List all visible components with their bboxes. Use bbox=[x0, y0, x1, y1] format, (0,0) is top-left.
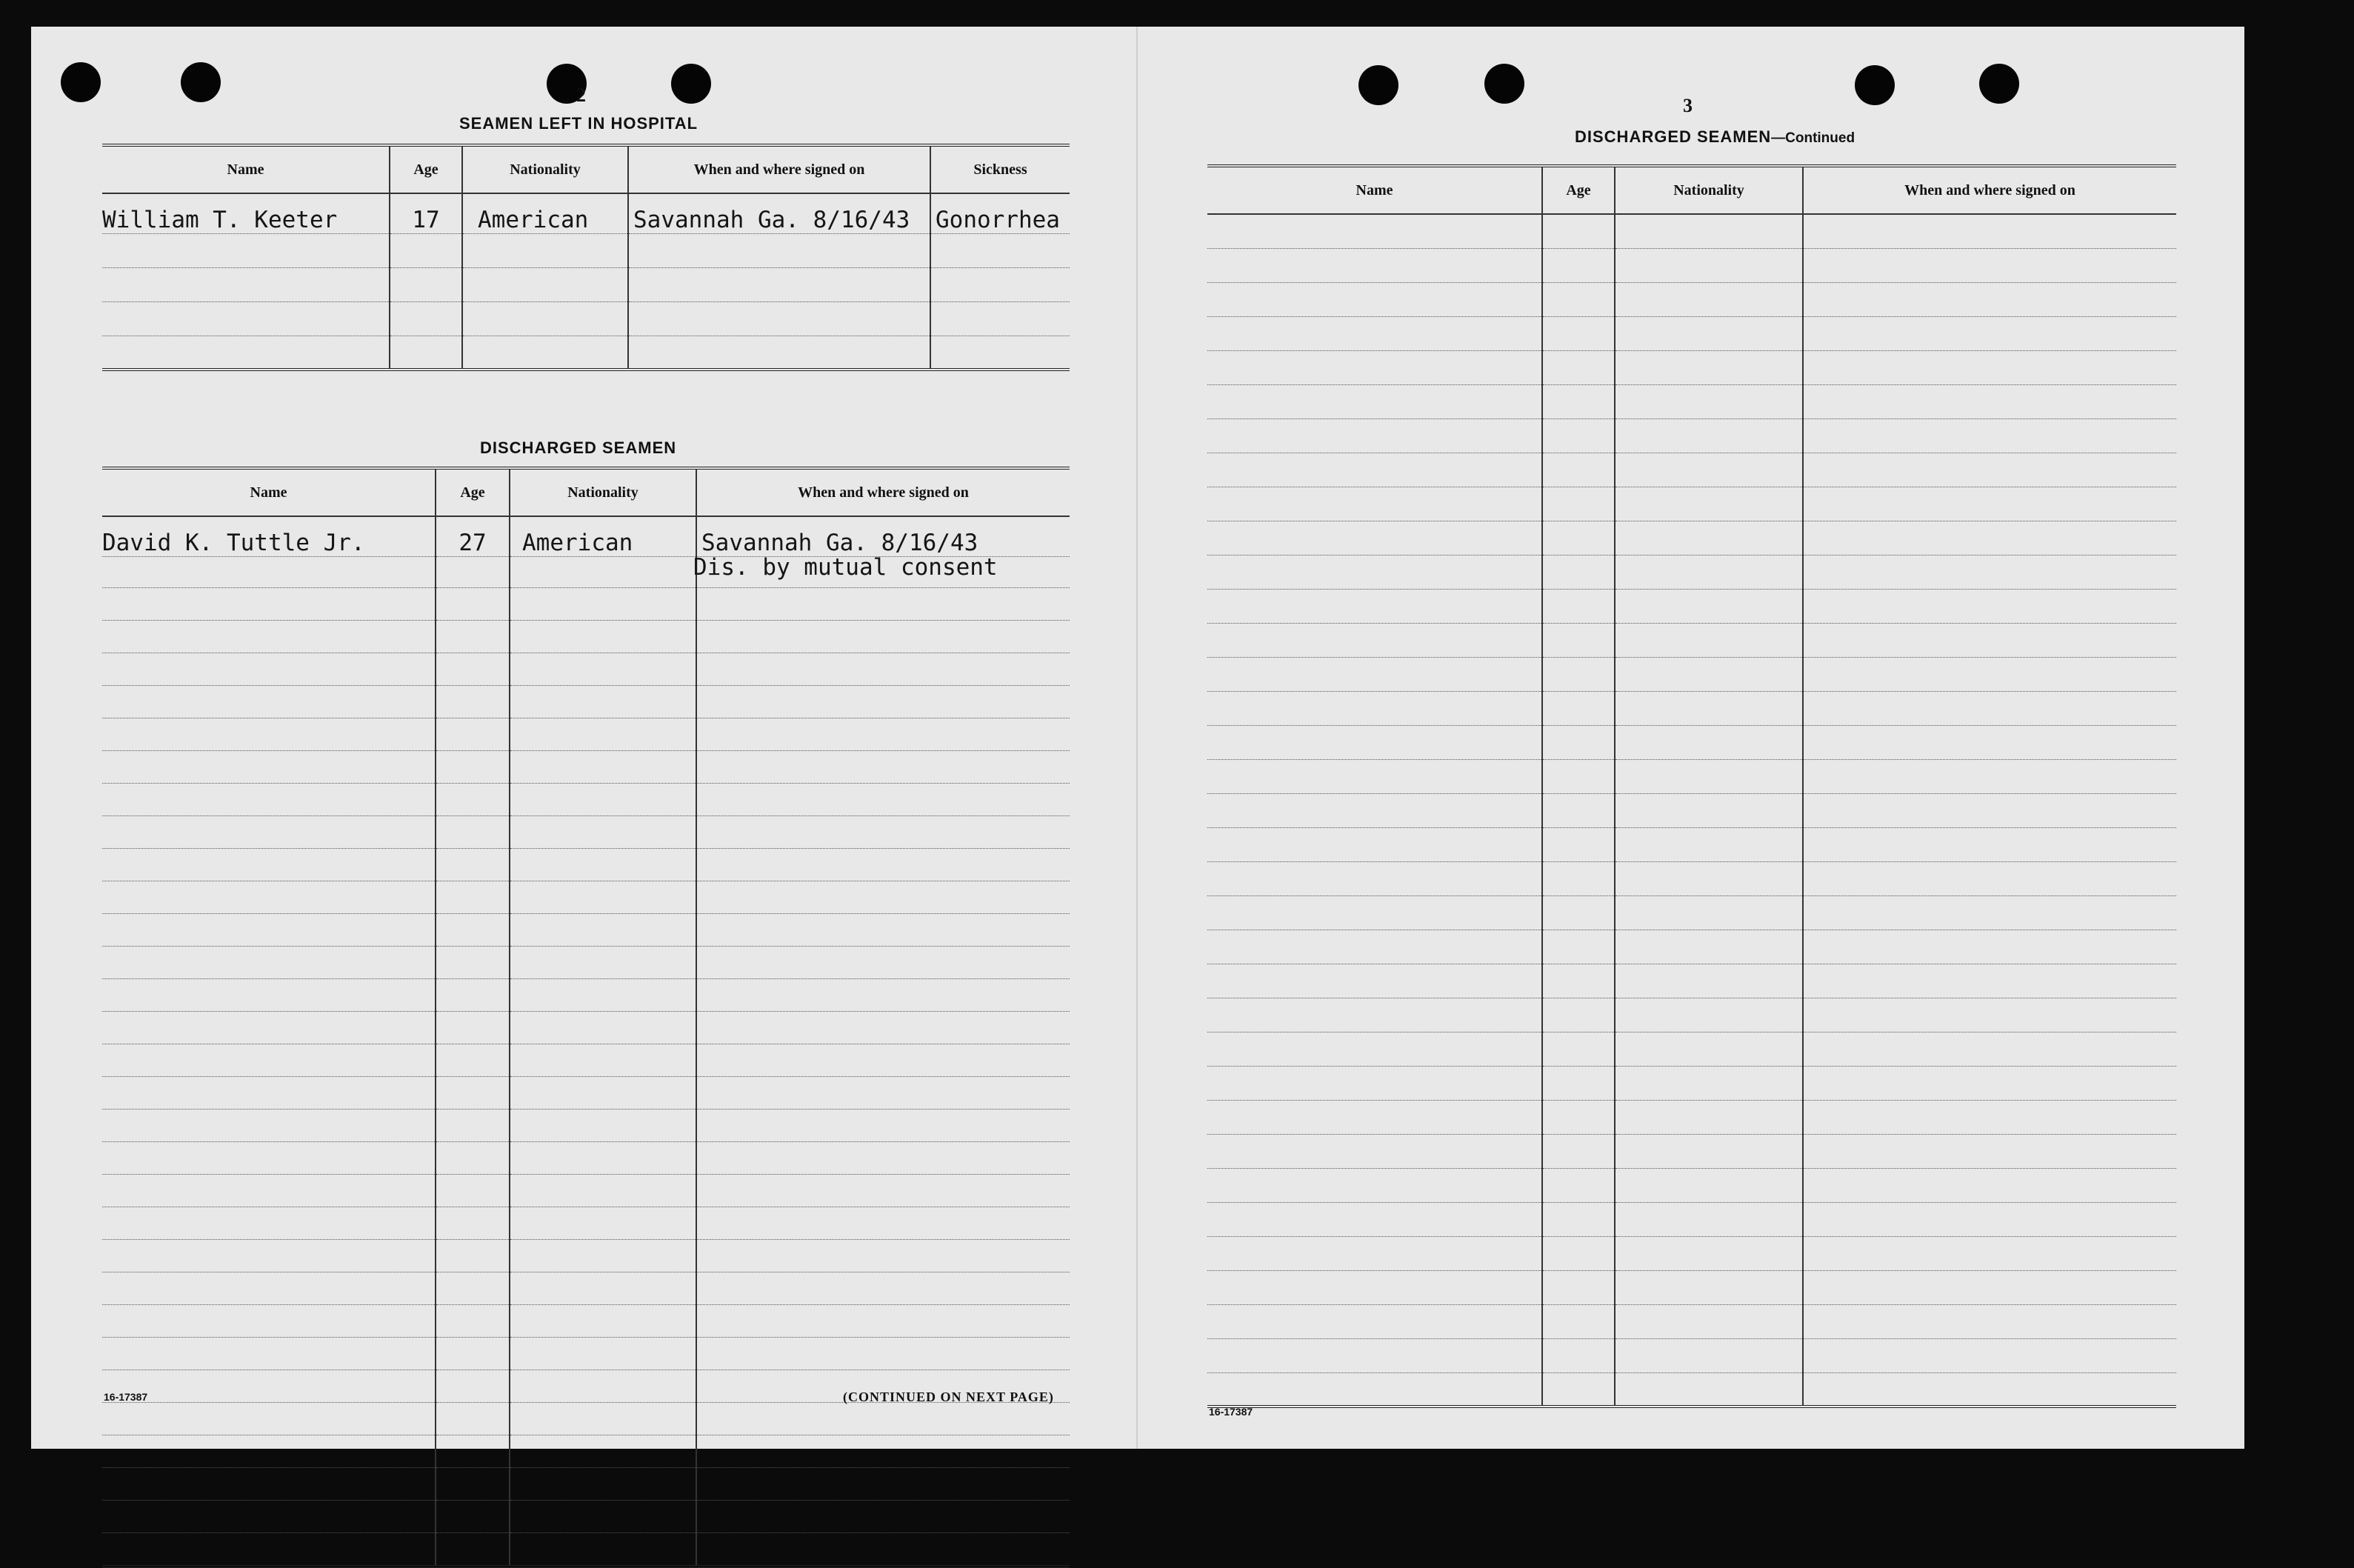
signed-on: Savannah Ga. 8/16/43 bbox=[628, 193, 930, 233]
discharged-continued-table bbox=[1207, 164, 2176, 1408]
section-title-text: DISCHARGED SEAMEN bbox=[1575, 127, 1772, 146]
column-header: When and where signed on bbox=[1803, 166, 2176, 214]
table-row bbox=[102, 193, 1070, 233]
seaman-name: David K. Tuttle Jr. bbox=[102, 516, 436, 556]
column-header: Age bbox=[390, 145, 462, 193]
hospital-table bbox=[102, 144, 1070, 371]
column-header: Age bbox=[1542, 166, 1615, 214]
column-header: Nationality bbox=[510, 468, 696, 516]
seaman-name: William T. Keeter bbox=[102, 193, 390, 233]
seaman-age: 17 bbox=[390, 193, 462, 233]
column-header: Sickness bbox=[930, 145, 1070, 193]
form-code: 16-17387 bbox=[104, 1391, 148, 1403]
page-number: 2 bbox=[576, 84, 586, 106]
table-row bbox=[102, 516, 1070, 556]
column-header: Name bbox=[102, 468, 436, 516]
form-code: 16-17387 bbox=[1209, 1406, 1253, 1418]
document-sheet bbox=[31, 27, 2244, 1449]
table-row bbox=[102, 267, 1070, 301]
table-row bbox=[102, 233, 1070, 267]
continued-section-title bbox=[1575, 127, 1855, 147]
signed-on: Savannah Ga. 8/16/43 bbox=[696, 516, 1070, 556]
discharge-reason: Dis. by mutual consent bbox=[693, 554, 998, 581]
left-page bbox=[31, 27, 1138, 1449]
continued-note: (CONTINUED ON NEXT PAGE) bbox=[843, 1389, 1054, 1404]
seaman-age: 27 bbox=[436, 516, 510, 556]
column-header: Age bbox=[436, 468, 510, 516]
column-header: Name bbox=[102, 145, 390, 193]
table-row bbox=[102, 301, 1070, 336]
discharged-section-title: DISCHARGED SEAMEN bbox=[480, 438, 677, 457]
hospital-section-title: SEAMEN LEFT IN HOSPITAL bbox=[459, 114, 698, 133]
column-header: Nationality bbox=[462, 145, 628, 193]
column-header: When and where signed on bbox=[628, 145, 930, 193]
table-row bbox=[102, 336, 1070, 370]
column-header: Name bbox=[1207, 166, 1542, 214]
right-page bbox=[1138, 27, 2244, 1449]
column-header: When and where signed on bbox=[696, 468, 1070, 516]
page-number: 3 bbox=[1683, 95, 1693, 116]
sickness: Gonorrhea bbox=[930, 193, 1070, 233]
section-title-suffix: —Continued bbox=[1771, 130, 1855, 146]
column-header: Nationality bbox=[1615, 166, 1803, 214]
seaman-nationality: American bbox=[510, 516, 696, 556]
seaman-nationality: American bbox=[462, 193, 628, 233]
